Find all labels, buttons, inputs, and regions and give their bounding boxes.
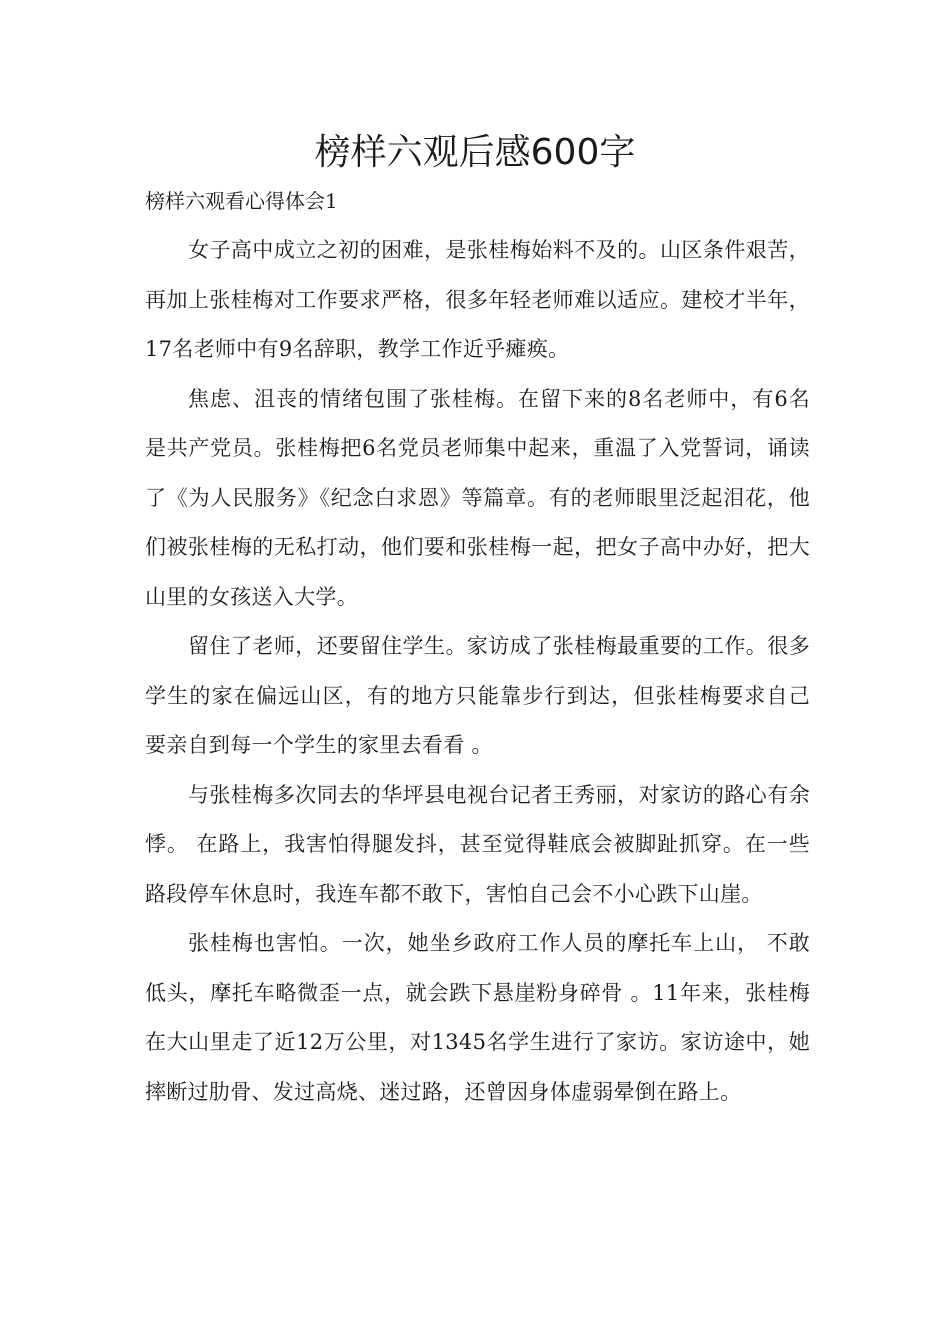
paragraph: 张桂梅也害怕。一次，她坐乡政府工作人员的摩托车上山， 不敢低头，摩托车略微歪一点，就会跌下悬崖粉身碎骨 。11年来，张桂梅在大山里走了近12万公里，对1345名学生进行了家访。家访途中，她摔断过肋骨、发过高烧、迷过路，还曾因身体虚弱晕倒在路上。 (145, 931, 810, 1104)
paragraph: 女子高中成立之初的困难，是张桂梅始料不及的。山区条件艰苦，再加上张桂梅对工作要求严格，很多年轻老师难以适应。建校才半年，17名老师中有9名辞职，教学工作近乎瘫痪。 (145, 238, 810, 361)
paragraph: 留住了老师，还要留住学生。家访成了张桂梅最重要的工作。很多学生的家在偏远山区，有的地方只能靠步行到达，但张桂梅要求自己 要亲自到每一个学生的家里去看看 。 (145, 634, 810, 757)
document-subtitle: 榜样六观看心得体会1 (145, 189, 338, 213)
document-title: 榜样六观后感600字 (314, 132, 636, 173)
document-body (145, 226, 810, 1117)
paragraph: 焦虑、沮丧的情绪包围了张桂梅。在留下来的8名老师中，有6名是共产党员。张桂梅把6名党员老师集中起来，重温了入党誓词，诵读了《为人民服务》《纪念白求恩》等篇章。有的老师眼里泛起泪花，他们被张桂梅的无私打动，他们要和张桂梅一起，把女子高中办好，把大山里的女孩送入大学。 (145, 386, 810, 609)
paragraph: 与张桂梅多次同去的华坪县电视台记者王秀丽，对家访的路心有余悸。 在路上，我害怕得腿发抖，甚至觉得鞋底会被脚趾抓穿。在一些路段停车休息时，我连车都不敢下，害怕自己会不小心跌下山崖。 (145, 782, 810, 906)
